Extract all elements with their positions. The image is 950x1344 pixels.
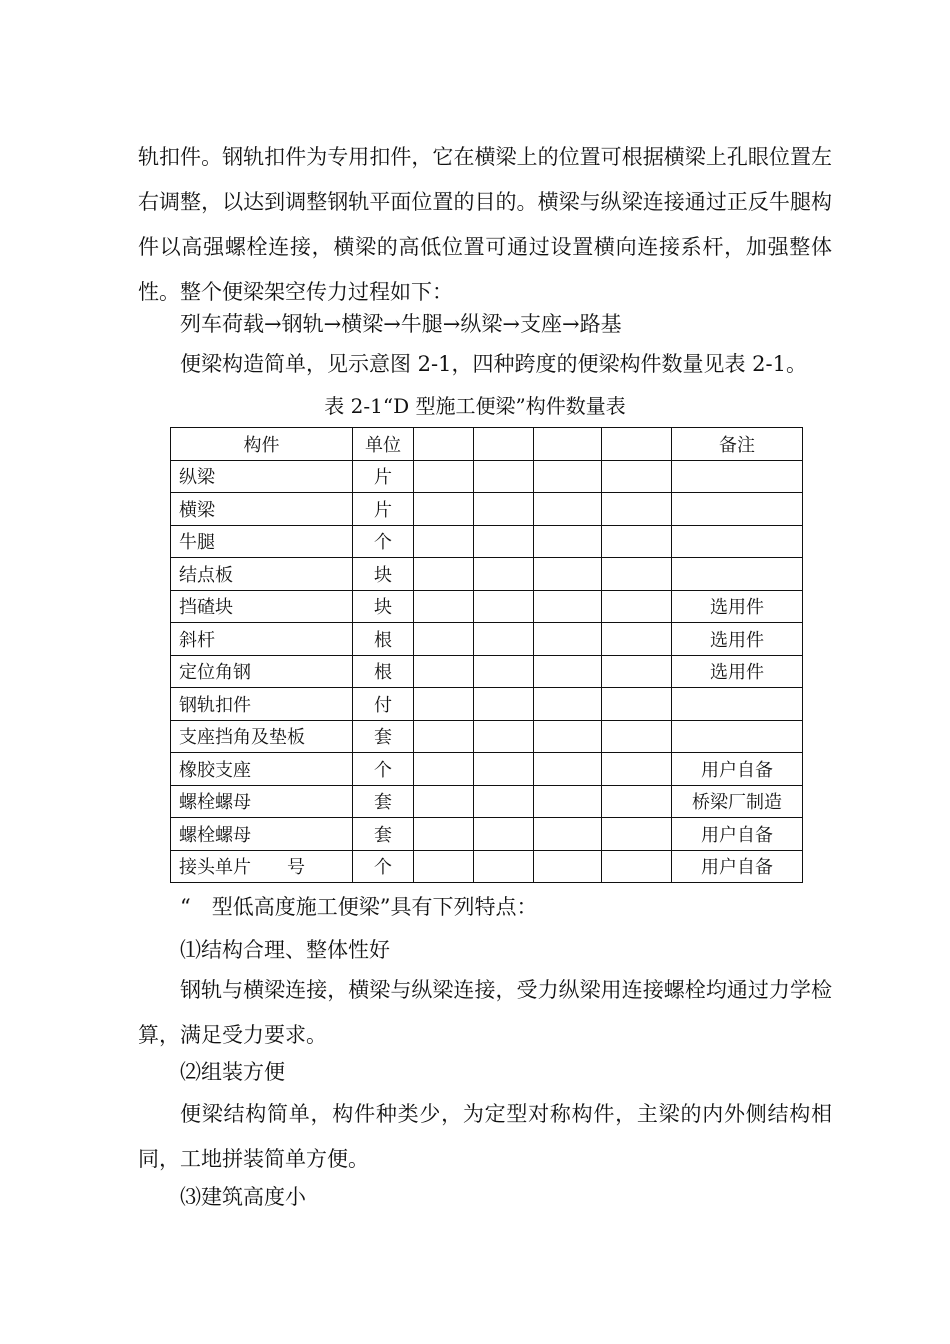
component-name: 挡碴块 [171,590,353,623]
component-unit: 付 [353,688,414,721]
component-name: 牛腿 [171,525,353,558]
quantity-cell [602,785,672,818]
paragraph-features-intro: “ 型低高度施工便梁”具有下列特点： [180,895,538,919]
component-name: 横梁 [171,493,353,526]
paragraph-load-path: 列车荷载→钢轨→横梁→牛腿→纵梁→支座→路基 [180,312,622,336]
table-row [171,493,803,526]
quantity-cell [602,753,672,786]
component-name: 螺栓螺母 [171,785,353,818]
component-name: 钢轨扣件 [171,688,353,721]
component-remark: 用户自备 [672,753,803,786]
quantity-cell [602,720,672,753]
component-remark [672,460,803,493]
table-caption: 表 2-1“D 型施工便梁”构件数量表 [324,394,626,418]
quantity-cell [414,655,474,688]
component-remark: 桥梁厂制造 [672,785,803,818]
quantity-cell [534,525,602,558]
quantity-cell [602,818,672,851]
quantity-cell [414,785,474,818]
quantity-cell [474,558,534,591]
quantity-cell [602,590,672,623]
quantity-cell [474,785,534,818]
quantity-cell [474,460,534,493]
component-remark [672,720,803,753]
quantity-cell [534,493,602,526]
quantity-cell [534,460,602,493]
header-span-1 [414,428,474,461]
quantity-cell [534,655,602,688]
quantity-cell [474,818,534,851]
table-row [171,753,803,786]
quantity-cell [602,558,672,591]
quantity-cell [414,460,474,493]
quantity-cell [474,525,534,558]
quantity-cell [602,688,672,721]
quantity-cell [602,655,672,688]
table-row [171,525,803,558]
table-row [171,850,803,883]
component-unit: 根 [353,655,414,688]
paragraph-simple-structure: 便梁结构简单，构件种类少，为定型对称构件，主梁的内外侧结构相同，工地拼装简单方便。 [138,1102,832,1171]
quantity-cell [602,493,672,526]
header-remarks: 备注 [672,428,803,461]
quantity-cell [474,590,534,623]
component-unit: 套 [353,720,414,753]
component-unit: 个 [353,850,414,883]
header-component: 构件 [171,428,353,461]
header-unit: 单位 [353,428,414,461]
quantity-cell [534,818,602,851]
component-name: 纵梁 [171,460,353,493]
quantity-cell [414,590,474,623]
quantity-cell [534,558,602,591]
quantity-cell [414,688,474,721]
component-remark: 选用件 [672,623,803,656]
component-remark [672,558,803,591]
component-unit: 根 [353,623,414,656]
quantity-cell [414,753,474,786]
heading-low-height: ⑶建筑高度小 [180,1185,306,1209]
table-header-row [171,428,803,461]
component-remark [672,493,803,526]
heading-structure-reasonable: ⑴结构合理、整体性好 [180,938,390,962]
table-row [171,558,803,591]
component-unit: 套 [353,818,414,851]
table-row [171,623,803,656]
component-name: 支座挡角及垫板 [171,720,353,753]
quantity-cell [474,493,534,526]
quantity-cell [414,493,474,526]
component-name: 结点板 [171,558,353,591]
quantity-cell [534,720,602,753]
quantity-cell [414,720,474,753]
quantity-cell [414,818,474,851]
component-name: 螺栓螺母 [171,818,353,851]
component-remark [672,688,803,721]
component-name: 定位角钢 [171,655,353,688]
component-unit: 片 [353,493,414,526]
quantity-cell [474,720,534,753]
table-row [171,460,803,493]
component-quantity-table [170,427,803,883]
component-unit: 片 [353,460,414,493]
header-span-4 [602,428,672,461]
table-row [171,688,803,721]
quantity-cell [602,850,672,883]
component-name: 斜杆 [171,623,353,656]
header-span-3 [534,428,602,461]
table-row [171,655,803,688]
header-span-2 [474,428,534,461]
quantity-cell [414,850,474,883]
component-remark: 选用件 [672,590,803,623]
quantity-cell [474,655,534,688]
paragraph-structure-summary: 便梁构造简单，见示意图 2-1，四种跨度的便梁构件数量见表 2-1。 [180,352,807,376]
component-unit: 块 [353,558,414,591]
table-row [171,720,803,753]
quantity-cell [474,688,534,721]
quantity-cell [474,850,534,883]
paragraph-connection-check: 钢轨与横梁连接，横梁与纵梁连接，受力纵梁用连接螺栓均通过力学检算，满足受力要求。 [138,978,832,1047]
component-unit: 个 [353,753,414,786]
quantity-cell [602,460,672,493]
quantity-cell [534,590,602,623]
quantity-cell [474,623,534,656]
table-row [171,590,803,623]
component-name: 橡胶支座 [171,753,353,786]
quantity-cell [602,623,672,656]
heading-easy-assembly: ⑵组装方便 [180,1060,285,1084]
quantity-cell [602,525,672,558]
component-remark: 用户自备 [672,850,803,883]
quantity-cell [534,785,602,818]
quantity-cell [534,688,602,721]
component-remark: 选用件 [672,655,803,688]
component-remark: 用户自备 [672,818,803,851]
component-remark [672,525,803,558]
table-row [171,818,803,851]
component-unit: 套 [353,785,414,818]
quantity-cell [414,558,474,591]
quantity-cell [414,623,474,656]
quantity-cell [414,525,474,558]
quantity-cell [534,753,602,786]
quantity-cell [534,850,602,883]
component-unit: 块 [353,590,414,623]
component-unit: 个 [353,525,414,558]
quantity-cell [534,623,602,656]
quantity-cell [474,753,534,786]
paragraph-fastener-description: 轨扣件。钢轨扣件为专用扣件，它在横梁上的位置可根据横梁上孔眼位置左右调整，以达到调整钢轨平面位置的目的。横梁与纵梁连接通过正反牛腿构件以高强螺栓连接，横梁的高低位置可通过设置横向连接系杆，加强整体性。整个便梁架空传力过程如下： [138,145,832,304]
table-row [171,785,803,818]
component-name: 接头单片 号 [171,850,353,883]
